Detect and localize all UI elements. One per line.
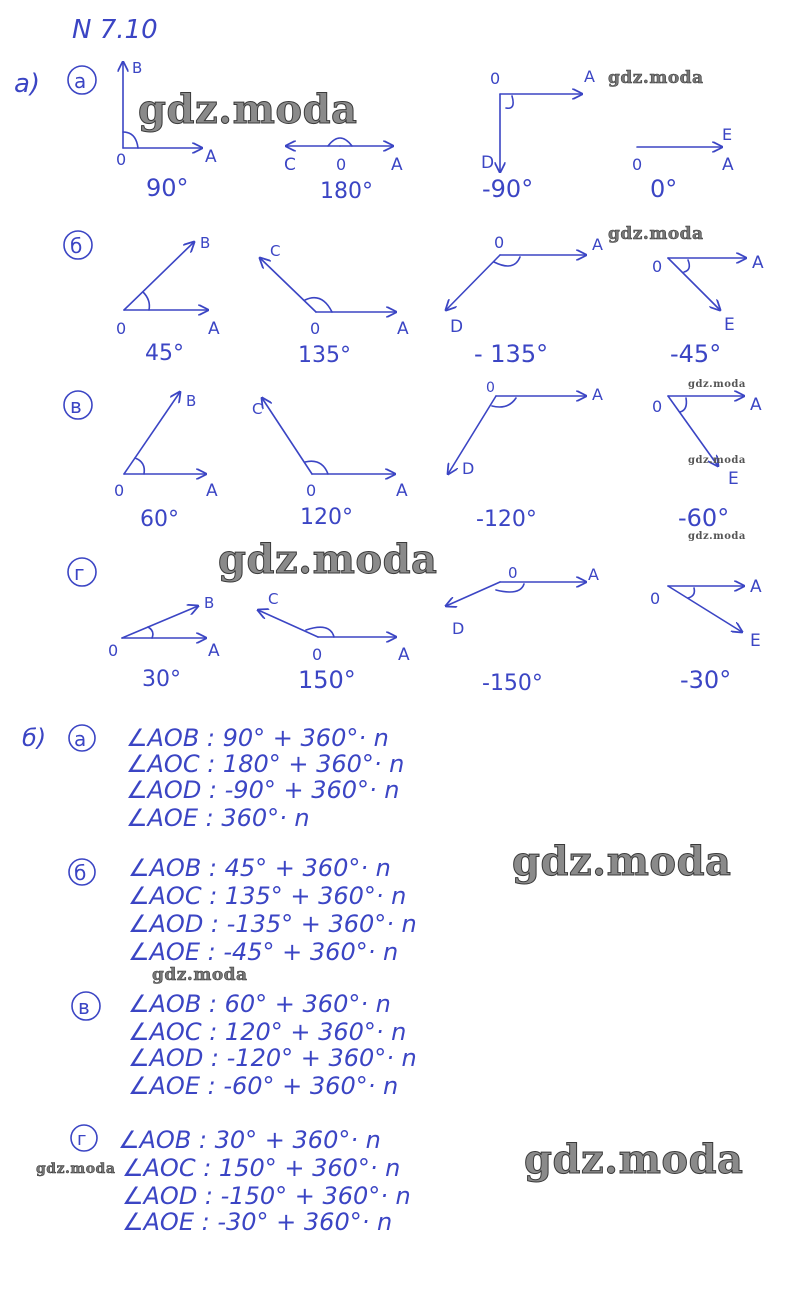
watermark: gdz.moda — [36, 1161, 116, 1177]
angle-value: 150° — [298, 666, 356, 694]
angle-diagram-minus-150 — [446, 564, 599, 696]
svg-text:A: A — [208, 319, 220, 339]
row-marker-v — [64, 391, 92, 419]
watermark: gdz.moda — [688, 379, 746, 390]
svg-text:в: в — [78, 995, 90, 1019]
angle-value: -45° — [670, 340, 722, 368]
angle-diagram-minus-135 — [446, 233, 603, 368]
watermark: gdz.moda — [608, 224, 704, 244]
angle-value: -60° — [678, 504, 730, 532]
row-marker-b — [64, 231, 92, 259]
svg-text:0: 0 — [652, 397, 663, 416]
formula-group-b — [69, 854, 417, 966]
formula-line: ∠AOC : 150° + 360°· n — [122, 1154, 401, 1182]
svg-text:0: 0 — [306, 481, 317, 500]
svg-text:B: B — [204, 594, 215, 612]
svg-text:D: D — [450, 317, 464, 337]
watermark: gdz.moda — [524, 1136, 744, 1183]
svg-text:D: D — [462, 459, 475, 478]
svg-text:A: A — [592, 235, 603, 254]
svg-text:0: 0 — [632, 155, 643, 174]
watermark: gdz.moda — [218, 536, 438, 583]
angle-diagram-150 — [258, 590, 410, 694]
svg-text:б: б — [70, 234, 83, 258]
svg-text:0: 0 — [310, 319, 321, 338]
svg-text:A: A — [396, 481, 408, 501]
angle-value: 0° — [650, 175, 678, 203]
angle-value: 135° — [298, 343, 351, 368]
svg-text:D: D — [481, 153, 495, 173]
svg-text:0: 0 — [490, 69, 501, 88]
svg-text:0: 0 — [116, 150, 127, 169]
svg-text:B: B — [186, 392, 197, 410]
angle-value: -90° — [482, 175, 534, 203]
angle-diagram-120 — [252, 398, 408, 530]
angle-value: -30° — [680, 666, 732, 694]
formula-line: ∠AOE : 360°· n — [126, 804, 310, 832]
angle-diagram-135 — [260, 242, 409, 368]
watermark: gdz.moda — [152, 965, 248, 985]
angle-value: 180° — [320, 179, 373, 204]
formula-line: ∠AOD : -120° + 360°· n — [128, 1044, 417, 1072]
formula-line: ∠AOC : 120° + 360°· n — [128, 1018, 407, 1046]
angle-diagram-60 — [114, 392, 218, 532]
formula-line: ∠AOC : 135° + 360°· n — [128, 882, 407, 910]
formula-line: ∠AOE : -45° + 360°· n — [128, 938, 399, 966]
svg-text:A: A — [750, 395, 762, 415]
svg-text:B: B — [200, 234, 211, 252]
formula-line: ∠AOC : 180° + 360°· n — [126, 750, 405, 778]
svg-text:0: 0 — [336, 155, 347, 174]
svg-text:A: A — [588, 565, 599, 584]
svg-text:0: 0 — [652, 257, 663, 276]
svg-text:0: 0 — [494, 233, 505, 252]
watermark: gdz.moda — [688, 455, 746, 466]
angle-diagram-minus-45 — [652, 253, 764, 368]
angle-diagram-0 — [632, 125, 734, 203]
svg-text:а: а — [74, 727, 87, 751]
svg-text:A: A — [584, 67, 595, 86]
svg-text:A: A — [752, 253, 764, 273]
angle-diagram-minus-30 — [650, 577, 762, 694]
formula-line: ∠AOD : -135° + 360°· n — [128, 910, 417, 938]
svg-text:0: 0 — [114, 481, 125, 500]
svg-text:A: A — [397, 319, 409, 339]
svg-text:A: A — [391, 155, 403, 175]
part-b-label: б) — [22, 724, 47, 752]
angle-value: - 135° — [474, 340, 549, 368]
svg-text:C: C — [252, 400, 263, 418]
svg-text:A: A — [398, 645, 410, 665]
formula-line: ∠AOB : 90° + 360°· n — [126, 724, 389, 752]
svg-text:A: A — [206, 481, 218, 501]
svg-text:A: A — [592, 385, 603, 404]
svg-text:0: 0 — [508, 564, 518, 582]
angle-value: -150° — [482, 671, 543, 696]
formula-line: ∠AOD : -150° + 360°· n — [122, 1182, 411, 1210]
svg-text:A: A — [208, 641, 220, 661]
formula-line: ∠AOE : -60° + 360°· n — [128, 1072, 399, 1100]
svg-text:A: A — [722, 155, 734, 175]
svg-text:E: E — [722, 125, 733, 144]
formula-line: ∠AOB : 45° + 360°· n — [128, 854, 391, 882]
watermark: gdz.moda — [512, 838, 732, 885]
svg-text:C: C — [270, 242, 281, 260]
svg-text:C: C — [268, 590, 279, 608]
watermark: gdz.moda — [688, 531, 746, 542]
angle-diagram-minus-120 — [448, 380, 603, 532]
angle-value: 120° — [300, 505, 353, 530]
angle-value: 45° — [145, 341, 184, 366]
angle-diagram-30 — [108, 594, 220, 692]
angle-value: 60° — [140, 507, 179, 532]
svg-text:г: г — [74, 561, 85, 585]
row-marker-a — [68, 66, 96, 94]
svg-text:C: C — [284, 155, 296, 175]
formula-group-v — [72, 990, 417, 1100]
angle-value: 30° — [142, 667, 181, 692]
svg-text:б: б — [74, 861, 87, 885]
angle-diagram-minus-90 — [481, 67, 595, 203]
svg-text:0: 0 — [108, 641, 119, 660]
svg-text:E: E — [750, 631, 761, 651]
part-a-label: а) — [14, 69, 41, 99]
problem-number: N 7.10 — [72, 15, 158, 45]
svg-text:г: г — [77, 1129, 87, 1150]
svg-text:а: а — [74, 69, 87, 93]
angle-diagram-180 — [284, 138, 403, 204]
formula-group-g — [71, 1125, 411, 1236]
formula-line: ∠AOB : 30° + 360°· n — [118, 1126, 381, 1154]
svg-text:0: 0 — [116, 319, 127, 338]
formula-line: ∠AOB : 60° + 360°· n — [128, 990, 391, 1018]
svg-text:0: 0 — [486, 380, 495, 396]
svg-text:E: E — [728, 469, 739, 489]
svg-text:A: A — [750, 577, 762, 597]
row-marker-g — [68, 558, 96, 586]
angle-value: 90° — [146, 174, 189, 202]
svg-text:B: B — [132, 59, 143, 77]
svg-text:в: в — [70, 394, 82, 418]
watermark: gdz.moda — [608, 68, 704, 88]
svg-text:A: A — [205, 147, 217, 167]
angle-diagram-45 — [116, 234, 220, 366]
svg-text:0: 0 — [312, 645, 323, 664]
formula-line: ∠AOD : -90° + 360°· n — [126, 776, 400, 804]
angle-value: -120° — [476, 507, 537, 532]
watermark: gdz.moda — [138, 86, 358, 133]
svg-text:E: E — [724, 315, 735, 335]
svg-text:D: D — [452, 619, 465, 638]
svg-text:0: 0 — [650, 589, 661, 608]
formula-line: ∠AOE : -30° + 360°· n — [122, 1208, 393, 1236]
formula-group-a — [69, 724, 404, 832]
